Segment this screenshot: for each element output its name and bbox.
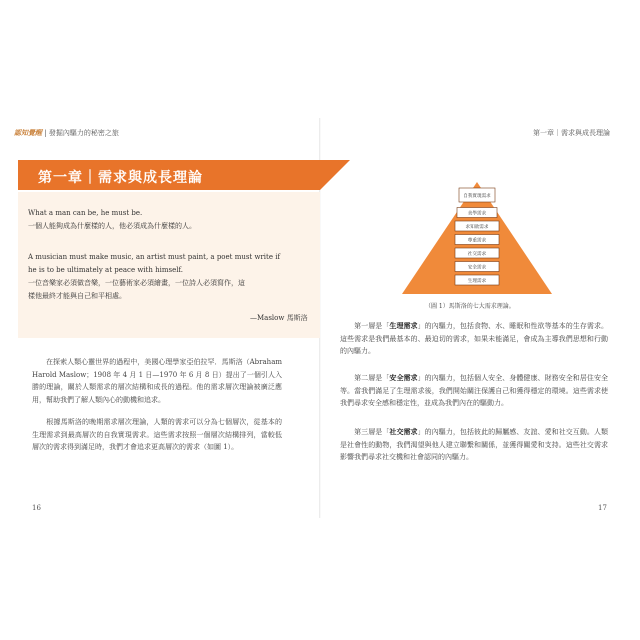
right-paragraph-3	[340, 426, 608, 464]
quote-line: 樣他最終才能與自己和平相處。	[28, 292, 126, 300]
right-running-head: 第一章｜需求與成長理論	[533, 129, 610, 137]
book-title: 認知覺醒	[14, 128, 42, 137]
quote-line: A musician must make music, an artist must paint, a poet must write if	[28, 253, 281, 261]
left-paragraph-2: 根據馬斯洛的晚期需求層次理論，人類的需求可以分為七個層次，從基本的生理需求到最高層次的自我實現需求。這些需求按照一個層次結構排列，當較低層次的需求得到滿足時，我們才會追求更高層次的需求（如圖 1）。	[32, 418, 282, 451]
paragraph-rest: 」的內驅力，包括食物、水、睡眠和性欲等基本的生存需求。這些需求是我們最基本的、最迫切的需求，如果未能滿足，會成為主導我們思想和行動的內驅力。	[340, 322, 609, 355]
left-running-head: 認知覺醒 | 發掘內驅力的秘密之旅	[14, 128, 119, 137]
page-number-left: 16	[32, 504, 41, 512]
pyramid-level-label: 生理需求	[467, 278, 487, 284]
chapter-title: 第一章｜需求與成長理論	[38, 170, 203, 186]
pyramid-level-label: 自我實現需求	[463, 193, 491, 199]
pyramid-level-label: 美學需求	[467, 211, 487, 217]
quote-line: 一位音樂家必須做音樂，一位藝術家必須繪畫，一位詩人必須寫作，這	[28, 279, 245, 287]
left-running-head-text: 發掘內驅力的秘密之旅	[48, 129, 119, 137]
paragraph-lead: 第二層是「	[354, 374, 390, 382]
pyramid-level-label: 尊重需求	[467, 238, 487, 244]
quote-line: he is to be ultimately at peace with himself.	[28, 266, 184, 274]
maslow-pyramid	[402, 182, 552, 294]
need-term-safety: 安全需求	[389, 373, 418, 382]
quote-author: —Maslow 馬斯洛	[250, 314, 308, 322]
quote-block-2	[28, 251, 308, 303]
pyramid-level-label: 安全需求	[467, 265, 487, 271]
right-paragraph-1	[340, 320, 608, 358]
page-number-right: 17	[598, 504, 607, 512]
pyramid-level-label: 社交需求	[467, 251, 487, 257]
paragraph-rest: 」的內驅力，包括個人安全、身體健康、財務安全和居住安全等。當我們滿足了生理需求後，我們開始關注保護自己和獲得穩定的環境。這些需求使我們尋求安全感和穩定性，並成為我們內在的驅動力。	[340, 374, 609, 407]
need-term-physiological: 生理需求	[389, 321, 418, 330]
pyramid-caption: （圖 1）馬斯洛的七大需求理論。	[425, 303, 515, 310]
left-paragraph-1: 在探索人類心靈世界的過程中，美國心理學家亞伯拉罕．馬斯洛（Abraham Harold Maslow；1908 年 4 月 1 日—1970 年 6 月 8 日）提出了一個引人入勝的理論，關於人類需求的層次結構和成長的過程。他的需求層次理論被廣泛應用，幫助我們了解人類內心的動機和追求。	[32, 358, 282, 404]
paragraph-lead: 第一層是「	[354, 322, 390, 330]
quote-block-1	[28, 207, 308, 233]
paragraph-lead: 第三層是「	[354, 428, 390, 436]
quote-line: What a man can be, he must be.	[28, 209, 143, 217]
right-paragraph-2	[340, 372, 608, 410]
pyramid-level-label: 求知欲需求	[465, 224, 489, 230]
need-term-social: 社交需求	[389, 427, 418, 436]
quote-line: 一個人能夠成為什麼樣的人，他必須成為什麼樣的人。	[28, 222, 196, 230]
paragraph-rest: 」的內驅力，包括彼此的歸屬感、友誼、愛和社交互動。人類是社會性的動物，我們渴望與他人建立聯繫和關係，並獲得關愛和支持。這些社交需求影響我們尋求社交機和社會認同的內驅力。	[340, 428, 609, 461]
